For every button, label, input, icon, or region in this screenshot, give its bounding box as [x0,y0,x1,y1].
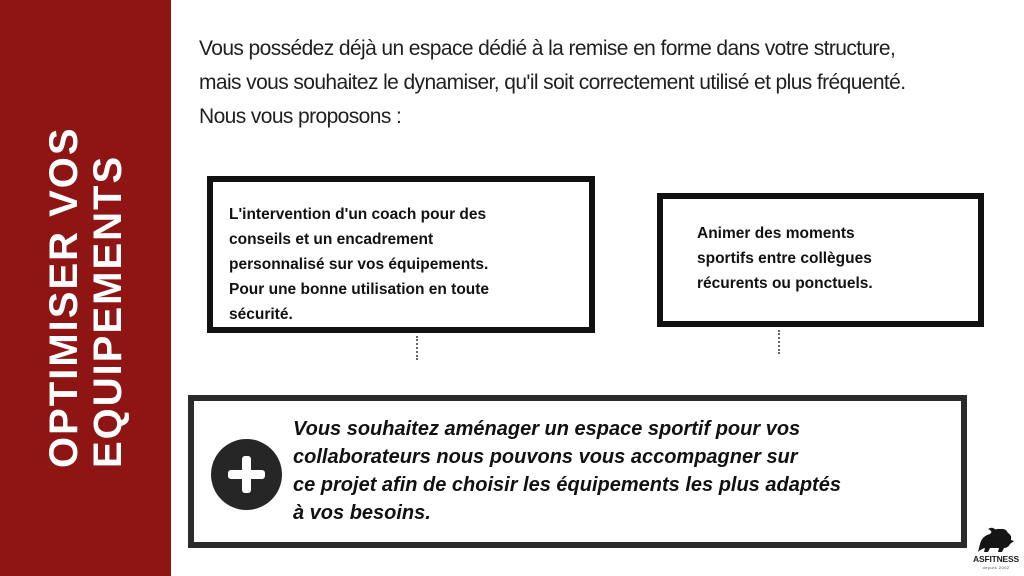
cta-line: à vos besoins. [293,502,431,524]
offer-box-events [657,193,984,327]
offer-line: Pour une bonne utilisation en toute [229,281,490,298]
sidebar-band [0,0,171,576]
cta-line: Vous souhaitez aménager un espace sportif pour vos [293,418,801,440]
intro-line: Vous possédez déjà un espace dédié à la remise en forme dans votre structure, [199,37,896,60]
dotted-connector [416,336,418,360]
offer-box-coach [207,176,595,333]
page-title [42,48,130,468]
cta-text [293,415,841,527]
offer-line: L'intervention d'un coach pour des [229,206,487,223]
dotted-connector [778,330,780,354]
title-line: EQUIPEMENTS [86,154,130,468]
logo-tagline: depuis 2002 [982,565,1010,570]
intro-line: mais vous souhaitez le dynamiser, qu'il soit correctement utilisé et plus fréquenté. [199,71,906,94]
plus-circle-icon [211,439,282,510]
lion-icon [970,524,1022,554]
offer-line: récurents ou ponctuels. [697,275,873,292]
brand-logo [970,524,1022,574]
logo-brand: ASFITNESS [973,554,1019,564]
offer-line: sécurité. [229,306,293,323]
title-line: OPTIMISER VOS [42,126,86,468]
offer-line: personnalisé sur vos équipements. [229,256,489,273]
cta-line: ce projet afin de choisir les équipements les plus adaptés [293,474,841,496]
offer-line: sportifs entre collègues [697,250,872,267]
intro-paragraph [199,32,1009,134]
offer-line: conseils et un encadrement [229,231,434,248]
offer-line: Animer des moments [697,225,855,242]
cta-line: collaborateurs nous pouvons vous accompagner sur [293,446,798,468]
cta-box [188,395,967,548]
intro-line: Nous vous proposons : [199,105,402,128]
